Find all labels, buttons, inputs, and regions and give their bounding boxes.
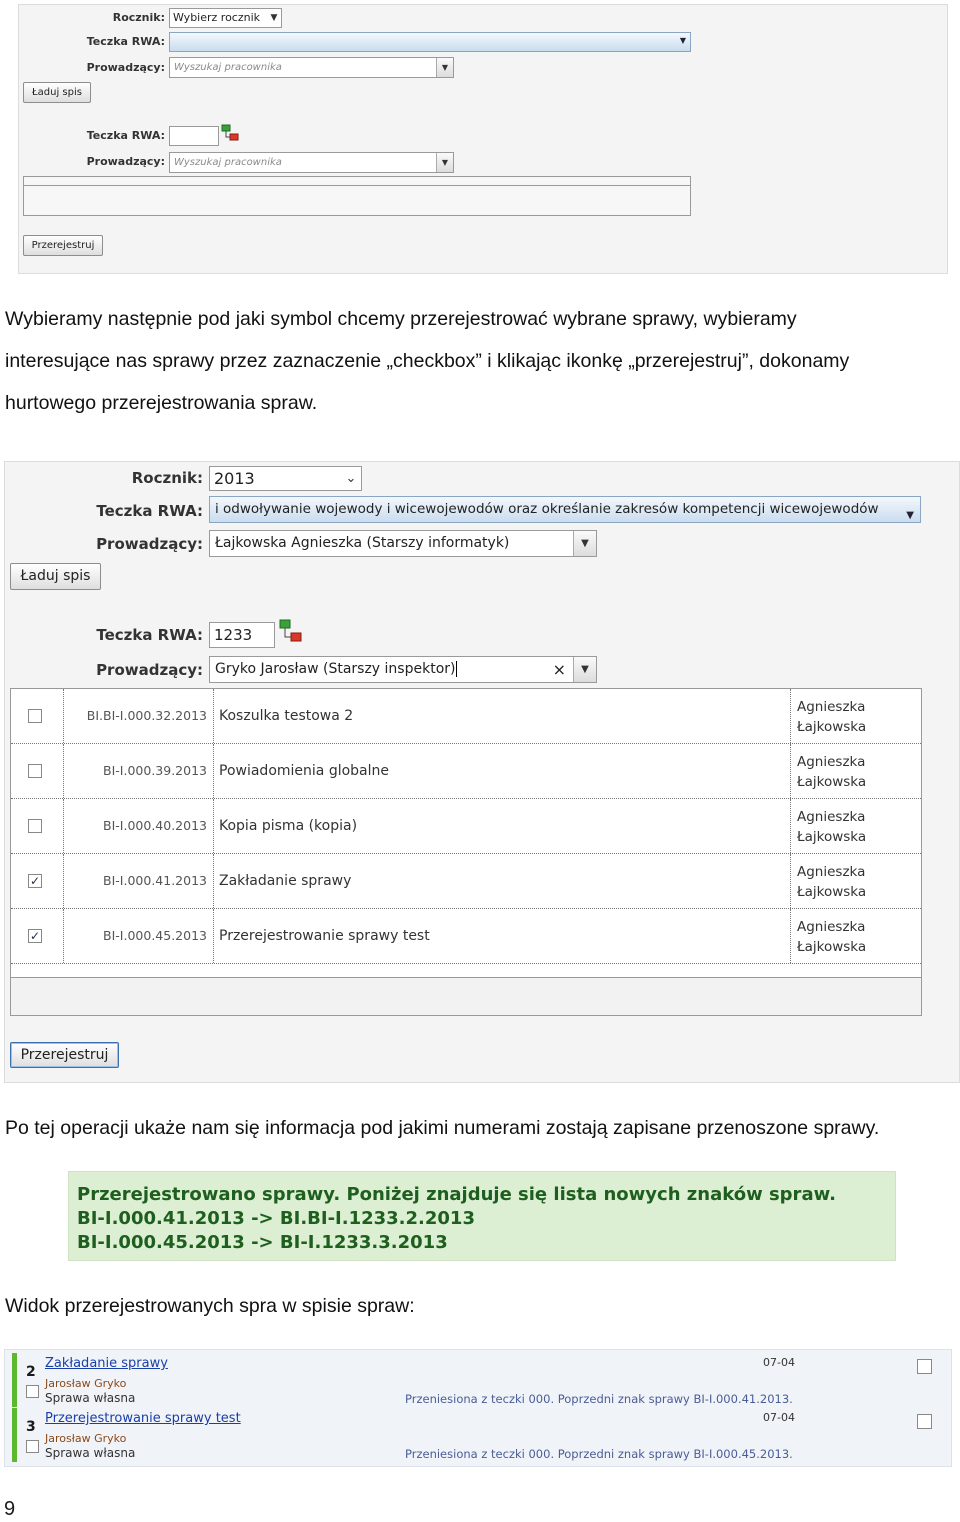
- case-row[interactable]: [11, 799, 921, 854]
- case-sign: BI-I.000.39.2013: [103, 763, 207, 778]
- column-separator: [213, 909, 214, 963]
- case-owner: [797, 909, 917, 963]
- chevron-down-icon[interactable]: ▼: [573, 657, 596, 682]
- prowadzacy-placeholder: Wyszukaj pracownika: [174, 62, 282, 73]
- case-owner-first-name: Agnieszka: [797, 754, 866, 770]
- prowadzacy-search-input[interactable]: [169, 57, 454, 78]
- reregister-button[interactable]: Przerejestruj: [10, 1042, 119, 1068]
- teczka-rwa-select-value: i odwoływanie wojewody i wicewojewodów oraz określanie zakresów kompetencji wicewojewodów: [215, 501, 879, 517]
- chevron-down-icon: ▼: [270, 13, 278, 23]
- teczka-rwa-select[interactable]: [209, 496, 921, 523]
- teczka-rwa-label-2: Teczka RWA:: [96, 626, 203, 644]
- case-row[interactable]: [11, 689, 921, 744]
- case-type: Sprawa własna: [45, 1391, 136, 1405]
- case-owner: [797, 854, 917, 908]
- prowadzacy-label-2: Prowadzący:: [96, 661, 203, 679]
- prowadzacy-search-input[interactable]: [209, 530, 597, 557]
- rocznik-select-value: Wybierz rocznik: [173, 11, 261, 24]
- hierarchy-picker-icon[interactable]: [279, 619, 303, 643]
- rocznik-label: Rocznik:: [112, 11, 165, 24]
- paragraph-line: hurtowego przerejestrowania spraw.: [5, 392, 318, 414]
- prowadzacy-label: Prowadzący:: [96, 535, 203, 553]
- case-row-checkbox[interactable]: [917, 1359, 932, 1374]
- case-grid: [10, 688, 922, 1016]
- status-bar: [12, 1353, 17, 1407]
- case-list: [4, 1349, 952, 1467]
- case-select-checkbox[interactable]: [26, 1385, 39, 1398]
- teczka-rwa-label: Teczka RWA:: [86, 35, 165, 48]
- teczka-rwa-input-value: 1233: [214, 626, 253, 644]
- rocznik-select[interactable]: [169, 8, 282, 28]
- case-row[interactable]: [11, 909, 921, 964]
- status-bar: [12, 1408, 17, 1462]
- grid-header-line: [24, 185, 690, 186]
- case-title: Przerejestrowanie sprawy test: [219, 928, 430, 944]
- load-list-button[interactable]: Ładuj spis: [23, 82, 91, 103]
- case-title: Powiadomienia globalne: [219, 763, 389, 779]
- case-owner-first-name: Agnieszka: [797, 864, 866, 880]
- filled-form-panel: [4, 461, 960, 1083]
- load-list-button[interactable]: Ładuj spis: [10, 563, 101, 590]
- case-list-item: [5, 1353, 951, 1407]
- rocznik-label: Rocznik:: [131, 469, 203, 487]
- prowadzacy-label: Prowadzący:: [86, 61, 165, 74]
- teczka-rwa-input[interactable]: [169, 126, 219, 146]
- teczka-rwa-label: Teczka RWA:: [96, 502, 203, 520]
- result-mapping-1: BI-I.000.41.2013 -> BI.BI-I.1233.2.2013: [77, 1208, 475, 1229]
- case-number: 2: [26, 1364, 36, 1380]
- prowadzacy-value: Łajkowska Agnieszka (Starszy informatyk): [215, 535, 510, 551]
- reregister-button[interactable]: Przerejestruj: [23, 235, 103, 256]
- case-owner-last-name: Łajkowska: [797, 719, 867, 735]
- case-title: Zakładanie sprawy: [219, 873, 352, 889]
- chevron-down-icon[interactable]: ▼: [436, 58, 453, 77]
- chevron-down-icon: ⌄: [345, 471, 357, 486]
- column-separator: [790, 854, 791, 908]
- case-owner: [797, 689, 917, 743]
- prowadzacy2-placeholder: Wyszukaj pracownika: [174, 157, 282, 168]
- teczka-rwa-label-2: Teczka RWA:: [86, 129, 165, 142]
- instruction-paragraph: [5, 298, 955, 424]
- case-title-link[interactable]: Zakładanie sprawy: [45, 1356, 168, 1371]
- case-type: Sprawa własna: [45, 1446, 136, 1460]
- rocznik-select[interactable]: [209, 466, 362, 491]
- case-row[interactable]: [11, 744, 921, 799]
- prowadzacy-label-2: Prowadzący:: [86, 155, 165, 168]
- result-message: Przerejestrowano sprawy. Poniżej znajduje się lista nowych znaków spraw.: [77, 1184, 836, 1205]
- grid-footer: [11, 977, 921, 1015]
- case-owner-last-name: Łajkowska: [797, 829, 867, 845]
- case-date: 07-04: [763, 1411, 795, 1424]
- case-owner-last-name: Łajkowska: [797, 774, 867, 790]
- case-note: Przeniesiona z teczki 000. Poprzedni znak sprawy BI-I.000.45.2013.: [405, 1447, 793, 1461]
- column-separator: [790, 689, 791, 743]
- case-owner-first-name: Agnieszka: [797, 919, 866, 935]
- result-mapping-2: BI-I.000.45.2013 -> BI-I.1233.3.2013: [77, 1232, 448, 1253]
- case-owner-first-name: Agnieszka: [797, 699, 866, 715]
- hierarchy-picker-icon[interactable]: [221, 124, 239, 142]
- case-row-checkbox[interactable]: [917, 1414, 932, 1429]
- case-owner-last-name: Łajkowska: [797, 884, 867, 900]
- rocznik-select-value: 2013: [214, 469, 255, 488]
- case-row[interactable]: [11, 854, 921, 909]
- column-separator: [790, 799, 791, 853]
- case-owner: [797, 799, 917, 853]
- column-separator: [790, 744, 791, 798]
- chevron-down-icon[interactable]: ▼: [436, 153, 453, 172]
- case-owner-first-name: Agnieszka: [797, 809, 866, 825]
- empty-case-grid: [23, 176, 691, 216]
- chevron-down-icon: ▼: [679, 36, 686, 45]
- paragraph-line: Wybieramy następnie pod jaki symbol chcemy przerejestrować wybrane sprawy, wybieramy: [5, 308, 797, 330]
- teczka-rwa-select[interactable]: [169, 32, 691, 52]
- column-separator: [213, 854, 214, 908]
- case-sign: BI.BI-I.000.32.2013: [86, 708, 207, 723]
- case-checkbox[interactable]: [28, 709, 42, 723]
- prowadzacy-search-input-2[interactable]: [169, 152, 454, 173]
- case-sign: BI-I.000.45.2013: [103, 928, 207, 943]
- paragraph-line: interesujące nas sprawy przez zaznaczenie „checkbox” i klikając ikonkę „przerejestruj”, dokonamy: [5, 350, 850, 372]
- case-title: Kopia pisma (kopia): [219, 818, 358, 834]
- case-owner-last-name: Łajkowska: [797, 939, 867, 955]
- column-separator: [213, 744, 214, 798]
- case-owner: [797, 744, 917, 798]
- clear-icon[interactable]: ×: [552, 660, 566, 679]
- case-title-link[interactable]: Przerejestrowanie sprawy test: [45, 1411, 241, 1426]
- chevron-down-icon: ▼: [906, 510, 914, 521]
- case-number: 3: [26, 1419, 36, 1435]
- case-checkbox[interactable]: [28, 819, 42, 833]
- empty-form-panel: [18, 4, 948, 274]
- case-person: Jarosław Gryko: [45, 1377, 127, 1390]
- case-sign: BI-I.000.40.2013: [103, 818, 207, 833]
- column-separator: [213, 799, 214, 853]
- case-person: Jarosław Gryko: [45, 1432, 127, 1445]
- page-number: 9: [4, 1498, 16, 1520]
- prowadzacy-search-input-2[interactable]: [209, 656, 597, 683]
- case-list-item: [5, 1408, 951, 1462]
- case-checkbox[interactable]: ✓: [29, 874, 41, 888]
- case-title: Koszulka testowa 2: [219, 708, 354, 724]
- case-date: 07-04: [763, 1356, 795, 1369]
- reregistration-result-box: [68, 1171, 896, 1261]
- column-separator: [790, 909, 791, 963]
- case-select-checkbox[interactable]: [26, 1440, 39, 1453]
- teczka-rwa-input[interactable]: [209, 622, 275, 648]
- prowadzacy2-value: Gryko Jarosław (Starszy inspektor): [215, 661, 456, 677]
- list-view-caption: Widok przerejestrowanych spra w spisie spraw:: [5, 1295, 415, 1317]
- case-sign: BI-I.000.41.2013: [103, 873, 207, 888]
- column-separator: [213, 689, 214, 743]
- case-checkbox[interactable]: ✓: [29, 929, 41, 943]
- chevron-down-icon[interactable]: ▼: [573, 531, 596, 556]
- case-checkbox[interactable]: [28, 764, 42, 778]
- result-paragraph: Po tej operacji ukaże nam się informacja pod jakimi numerami zostają zapisane przenoszone sprawy.: [5, 1117, 880, 1139]
- case-note: Przeniesiona z teczki 000. Poprzedni znak sprawy BI-I.000.41.2013.: [405, 1392, 793, 1406]
